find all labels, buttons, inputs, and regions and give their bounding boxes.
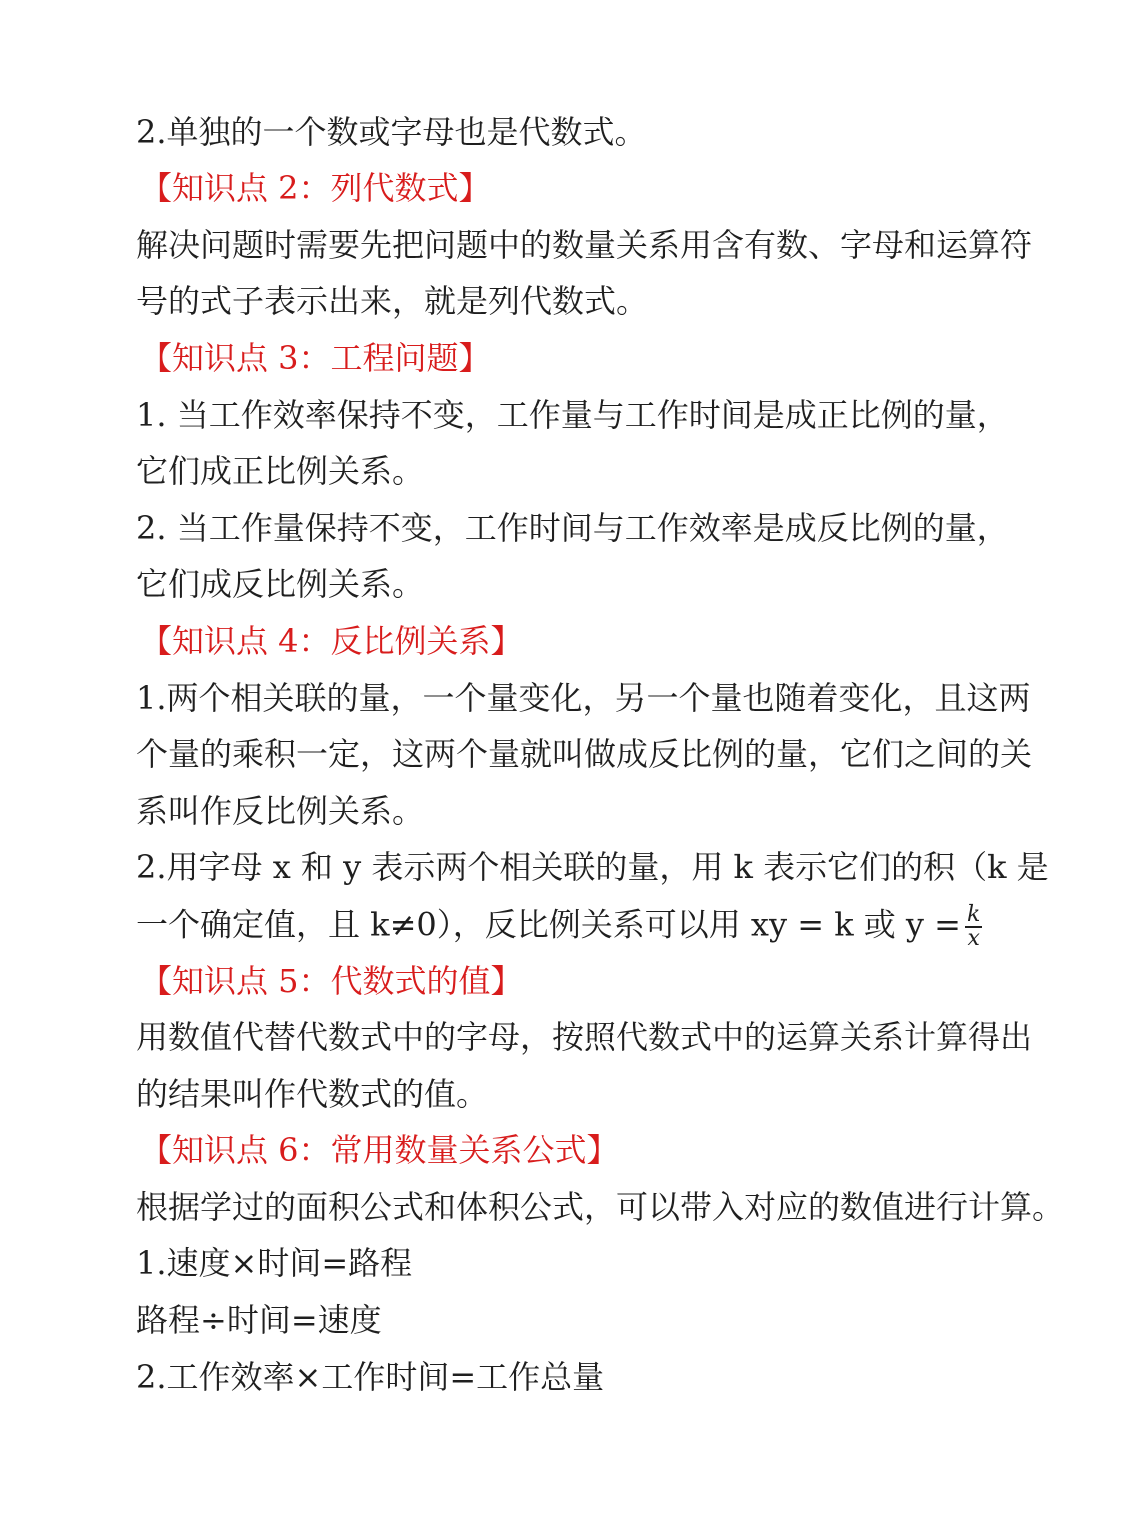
section-heading: 【知识点 6：常用数量关系公式】	[140, 1131, 619, 1169]
fraction-k-over-x	[965, 904, 982, 950]
section-heading: 【知识点 5：代数式的值】	[140, 962, 523, 1000]
text-line: 根据学过的面积公式和体积公式，可以带入对应的数值进行计算。	[136, 1188, 1065, 1226]
text-line: 它们成反比例关系。	[136, 565, 425, 603]
text-line: 1.速度×时间=路程	[136, 1244, 413, 1282]
text-line: 1.两个相关联的量，一个量变化，另一个量也随着变化，且这两	[136, 679, 1031, 717]
text-line: 的结果叫作代数式的值。	[136, 1075, 489, 1113]
text-line: 号的式子表示出来，就是列代数式。	[136, 282, 649, 320]
text-line: 系叫作反比例关系。	[136, 792, 425, 830]
formula-lead-text: 一个确定值，且 k≠0），反比例关系可以用 xy = k 或 y =	[136, 905, 961, 944]
text-line: 2.工作效率×工作时间=工作总量	[136, 1358, 605, 1396]
text-line: 2.单独的一个数或字母也是代数式。	[136, 113, 647, 151]
section-heading: 【知识点 3：工程问题】	[140, 339, 491, 377]
text-line: 2.用字母 x 和 y 表示两个相关联的量，用 k 表示它们的积（k 是	[136, 848, 1049, 886]
text-line: 1. 当工作效率保持不变，工作量与工作时间是成正比例的量，	[136, 396, 1009, 434]
text-line: 2. 当工作量保持不变，工作时间与工作效率是成反比例的量，	[136, 509, 1009, 547]
section-heading: 【知识点 4：反比例关系】	[140, 622, 523, 660]
text-line: 路程÷时间=速度	[136, 1301, 382, 1339]
text-line: 个量的乘积一定，这两个量就叫做成反比例的量，它们之间的关	[136, 735, 1033, 773]
fraction-numerator: k	[967, 902, 981, 927]
section-heading: 【知识点 2：列代数式】	[140, 169, 491, 207]
fraction-denominator: x	[967, 926, 980, 951]
text-line: 它们成正比例关系。	[136, 452, 425, 490]
text-line-with-formula	[136, 904, 982, 950]
text-line: 用数值代替代数式中的字母，按照代数式中的运算关系计算得出	[136, 1018, 1033, 1056]
text-line: 解决问题时需要先把问题中的数量关系用含有数、字母和运算符	[136, 226, 1033, 264]
